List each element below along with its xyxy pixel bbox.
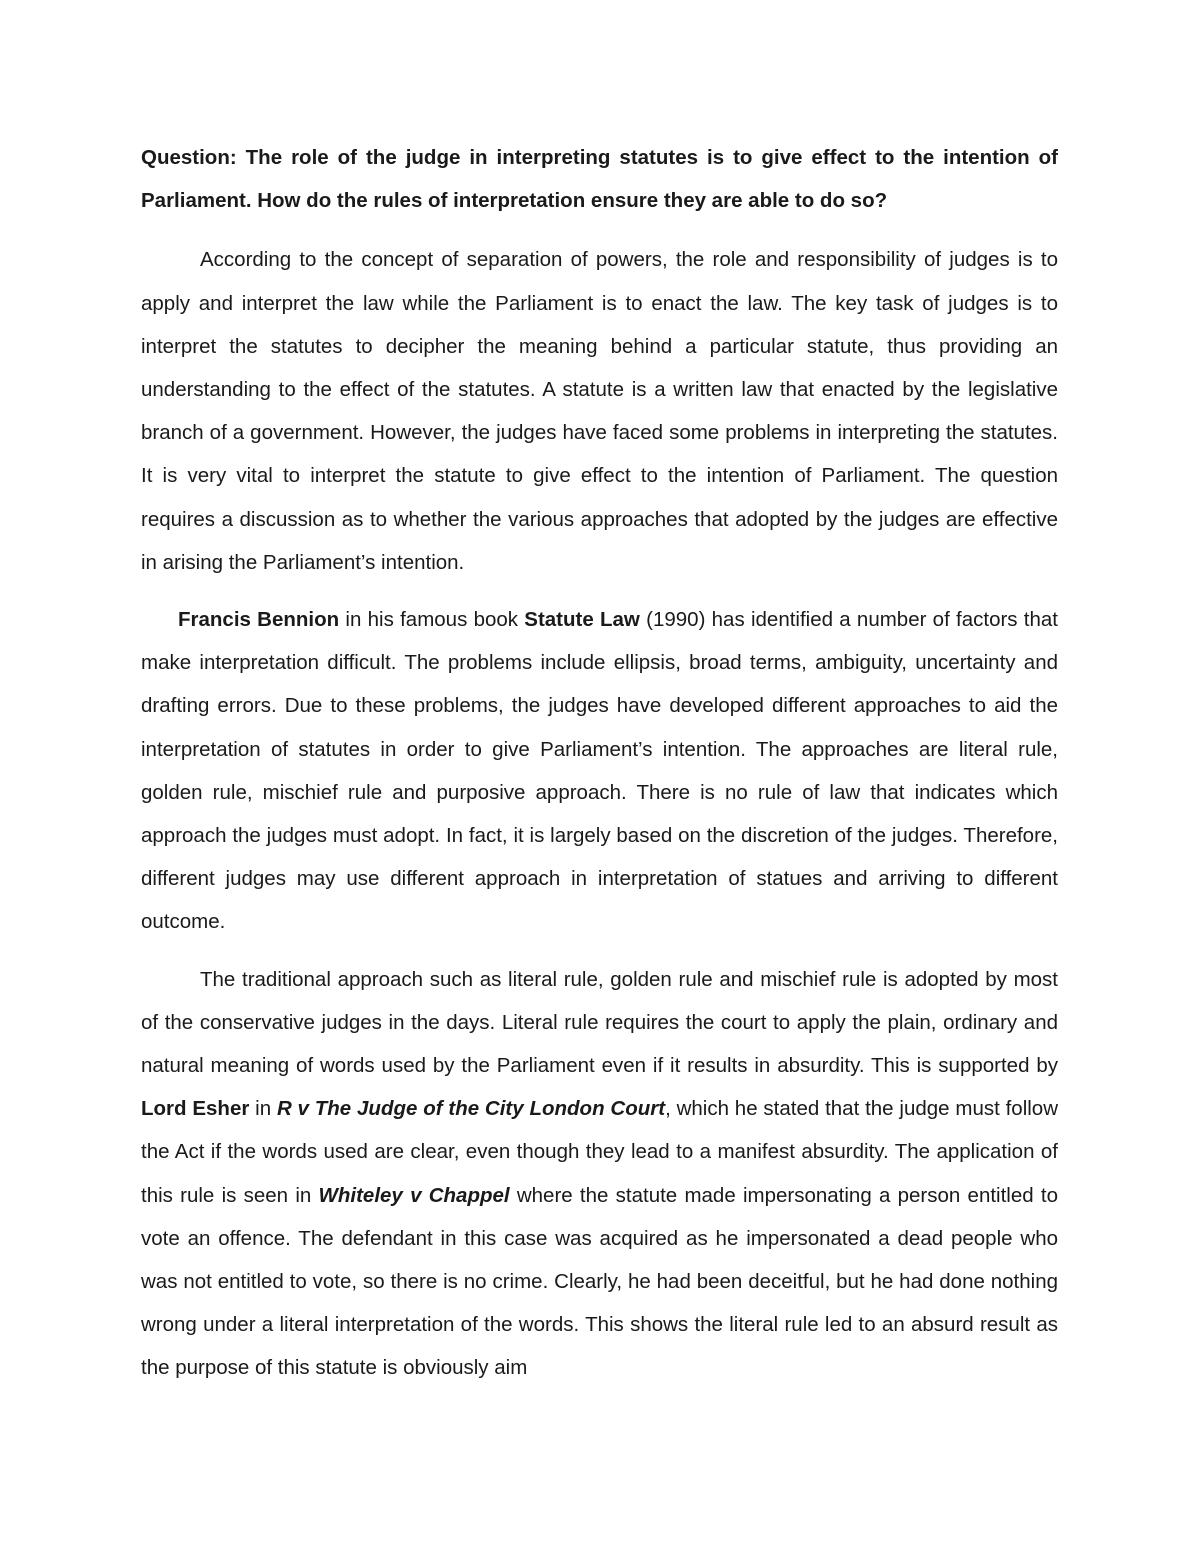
document-body: [141, 136, 1058, 1404]
paragraph-text: in: [249, 1097, 277, 1121]
paragraph-text: in his famous book: [339, 608, 525, 632]
case-name: R v The Judge of the City London Court: [276, 1097, 666, 1121]
paragraph-text: where the statute made impersonating a person entitled to vote an offence. The defendant in this case was acquired as he impersonated a dead people who was not entitled to vote, so there is no crime. Clearly, he had been deceitful, but he had done nothing wrong under a literal interpretation of the words. This shows the literal rule led to an absurd result as the purpose of this statute is obviously aim: [141, 1183, 1058, 1380]
judge-name: Lord Esher: [141, 1097, 250, 1121]
paragraph-introduction: According to the concept of separation of powers, the role and responsibility of judges is to apply and interpret the law while the Parliament is to enact the law. The key task of judges is to interpret the statutes to decipher the meaning behind a particular statute, thus providing an understanding to the effect of the statutes. A statute is a written law that enacted by the legislative branch of a government. However, the judges have faced some problems in interpreting the statutes. It is very vital to interpret the statute to give effect to the intention of Parliament. The question requires a discussion as to whether the various approaches that adopted by the judges are effective in arising the Parliament’s intention.: [141, 248, 1058, 574]
paragraph-traditional-approach: [141, 958, 1058, 1390]
question-heading: Question: The role of the judge in interpreting statutes is to give effect to the intention of Parliament. How do the rules of interpretation ensure they are able to do so?: [141, 146, 1058, 213]
paragraph-text: , which he stated that the judge must follow the Act if the words used are clear, even though they lead to a manifest absurdity. The application of this rule is seen in: [141, 1097, 1059, 1207]
paragraph-text: The traditional approach such as literal rule, golden rule and mischief rule is adopted by most of the conservative judges in the days. Literal rule requires the court to apply the plain, ordinary and natural meaning of words used by the Parliament even if it results in absurdity. This is supported by: [141, 967, 1058, 1078]
author-name: Francis Bennion: [178, 608, 340, 632]
paragraph-bennion: [141, 598, 1058, 944]
paragraph-text: (1990) has identified a number of factors that make interpretation difficult. The problems include ellipsis, broad terms, ambiguity, uncertainty and drafting errors. Due to these problems, the judges have developed different approaches to aid the interpretation of statutes in order to give Parliament’s intention. The approaches are literal rule, golden rule, mischief rule and purposive approach. There is no rule of law that indicates which approach the judges must adopt. In fact, it is largely based on the discretion of the judges. Therefore, different judges may use different approach in interpretation of statues and arriving to different outcome.: [141, 608, 1059, 934]
book-title: Statute Law: [524, 608, 640, 632]
case-name: Whiteley v Chappel: [318, 1183, 510, 1207]
